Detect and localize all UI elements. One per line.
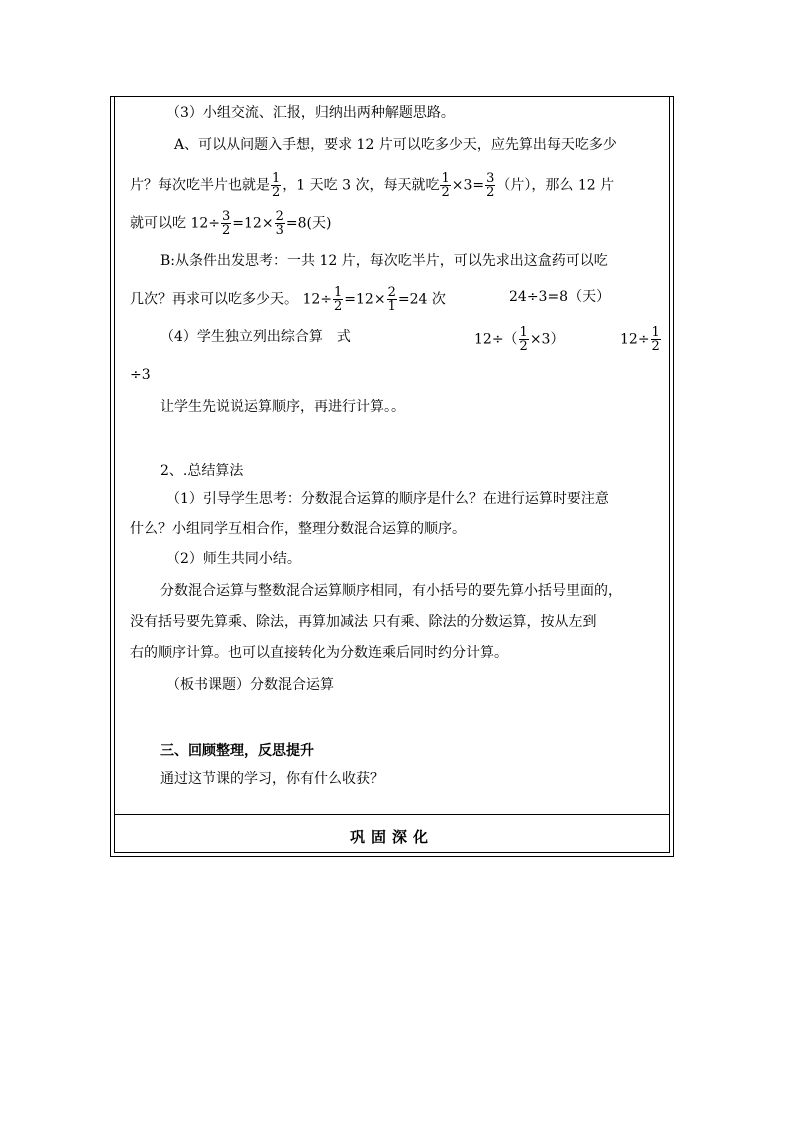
denominator: 2: [651, 339, 660, 354]
denominator: 2: [272, 185, 281, 200]
denominator: 2: [334, 299, 343, 314]
fraction: [221, 210, 231, 237]
numerator: 3: [486, 171, 495, 186]
text-segment: ×3）: [529, 331, 565, 348]
footer-section-title: 巩固深化: [349, 828, 434, 846]
fraction: [485, 172, 495, 199]
text-line-with-fractions: [130, 286, 446, 313]
text-segment: 几次？再求可以吃多少天。 12÷: [130, 291, 332, 308]
denominator: 2: [486, 185, 495, 200]
denominator: 2: [222, 223, 231, 238]
text-segment: 12÷（: [474, 331, 518, 348]
denominator: 2: [519, 339, 528, 354]
fraction: [387, 286, 397, 313]
numerator: 1: [651, 325, 660, 340]
denominator: 1: [387, 299, 396, 314]
text-segment: =8(天): [285, 215, 332, 232]
text-line: 24÷3=8（天）: [509, 289, 611, 305]
text-segment: 就可以吃 12÷: [130, 215, 220, 232]
fraction: [651, 326, 661, 353]
text-line: （4）学生独立列出综合算 式: [160, 329, 351, 345]
text-segment: 片？每次吃半片也就是: [130, 177, 270, 194]
section-heading: 三、回顾整理，反思提升: [160, 743, 314, 759]
numerator: 1: [519, 325, 528, 340]
text-segment: ×3=: [451, 177, 485, 194]
text-line: 没有括号要先算乘、除法，再算加减法 只有乘、除法的分数运算，按从左到: [130, 614, 597, 630]
text-line: 让学生先说说运算顺序，再进行计算。。: [160, 399, 405, 415]
fraction: [440, 172, 450, 199]
numerator: 1: [272, 171, 281, 186]
numerator: 2: [387, 285, 396, 300]
formula: [474, 326, 564, 353]
text-line: ÷3: [130, 367, 151, 383]
fraction: [271, 172, 281, 199]
numerator: 1: [441, 171, 450, 186]
text-line: 什么？小组同学互相合作，整理分数混合运算的顺序。: [130, 521, 466, 537]
text-line: （3）小组交流、汇报，归纳出两种解题思路。: [166, 105, 455, 121]
numerator: 3: [222, 209, 231, 224]
numerator: 1: [334, 285, 343, 300]
text-segment: =12×: [344, 291, 386, 308]
text-segment: =24 次: [397, 291, 446, 308]
text-segment: =12×: [232, 215, 274, 232]
section-heading: 2、.总结算法: [160, 463, 244, 479]
formula: [620, 326, 662, 353]
text-line-with-fractions: [130, 172, 614, 199]
denominator: 3: [275, 223, 284, 238]
denominator: 2: [441, 185, 450, 200]
text-line: 分数混合运算与整数混合运算顺序相同，有小括号的要先算小括号里面的，: [160, 583, 622, 599]
numerator: 2: [275, 209, 284, 224]
fraction: [519, 326, 529, 353]
fraction: [333, 286, 343, 313]
text-line: 通过这节课的学习，你有什么收获？: [160, 771, 384, 787]
text-line: （2）师生共同小结。: [166, 551, 301, 567]
fraction: [275, 210, 285, 237]
text-line: A、可以从问题入手想，要求 12 片可以吃多少天，应先算出每天吃多少: [174, 137, 617, 153]
table-divider: [114, 814, 670, 815]
text-line: B:从条件出发思考：一共 12 片，每次吃半片，可以先求出这盒药可以吃: [160, 253, 608, 269]
text-line: 右的顺序计算。也可以直接转化为分数连乘后同时约分计算。: [130, 645, 508, 661]
text-line: （板书课题）分数混合运算: [166, 677, 334, 693]
text-segment: ，1 天吃 3 次，每天就吃: [282, 177, 440, 194]
text-segment: 12÷: [620, 331, 650, 348]
text-line-with-fractions: [130, 210, 331, 237]
text-line: （1）引导学生思考：分数混合运算的顺序是什么？在进行运算时要注意: [166, 491, 609, 507]
text-segment: （片），那么 12 片: [496, 177, 615, 194]
